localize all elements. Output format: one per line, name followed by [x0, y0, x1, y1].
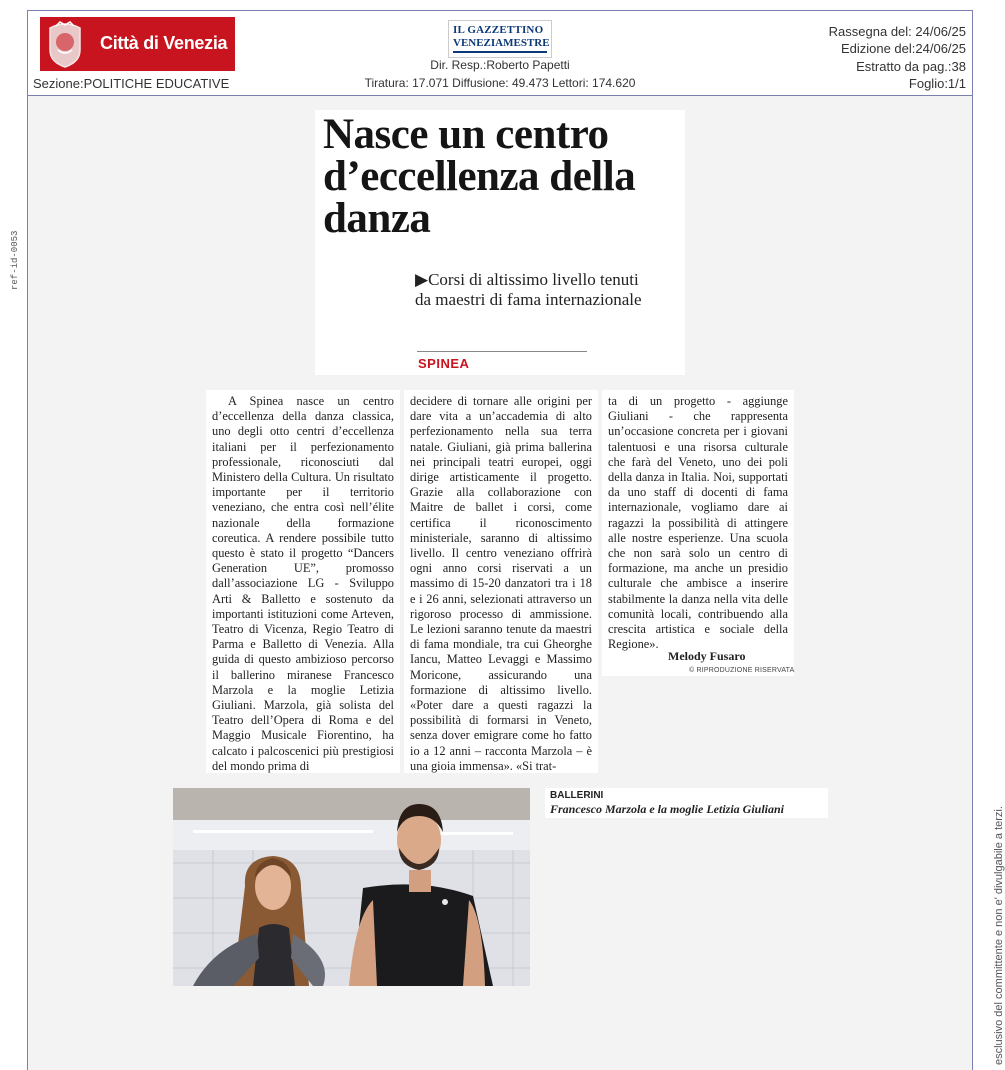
- circulation-label: Tiratura: 17.071 Diffusione: 49.473 Lettori: 174.620: [364, 76, 636, 90]
- sheet-number: Foglio:1/1: [908, 76, 966, 91]
- kicker-divider: [417, 351, 587, 352]
- newspaper-logo-rule: [453, 51, 547, 53]
- page-extract: Estratto da pag.:38: [856, 59, 966, 74]
- article-column-3: ta di un progetto - aggiunge Giuliani - che rappresenta un’occasione concreta per i giovani talentuosi e una risorsa culturale che farà del Veneto, uno dei poli della danza in Italia. Noi, supportati da uno staff di docenti di fama internazionale, vogliamo dare ai ragazzi la possibilità di attingere alle nostre esperienze. Una scuola che non sarà solo un centro di formazione, ma anche un presidio culturale che ambisce a inserire stabilmente la danza nella vita delle comunità locali, contribuendo alla crescita artistica e sociale della Regione».: [602, 390, 794, 676]
- arrow-icon: ▶: [415, 270, 429, 289]
- headline-block: [315, 110, 685, 375]
- dancers-photo: [173, 788, 530, 986]
- reference-id: ref-id-0053: [10, 230, 20, 290]
- article-column-2: decidere di tornare alle origini per dare vita a un’accademia di alto perfezionamento nella sua terra natale. Giuliani, già prima ballerina nei principali teatri europei, oggi dirige artisticamente il progetto. Grazie alla collaborazione con Maitre de ballet i corsi, come certifica il riconoscimento ministeriale, saranno di altissimo livello. Il centro veneziano offrirà ogni anno corsi riservati a un massimo di 15-20 danzatori tra i 18 e i 26 anni, selezionati attraverso un rigoroso processo di ammissione. Le lezioni saranno tenute da maestri di fama mondiale, tra cui Gheorghe Iancu, Matteo Levaggi e Massimo Moricone, assicurando una formazione di altissimo livello. «Poter dare a questi ragazzi la possibilità di formarsi in Veneto, senza dover emigrare come ho fatto io a 12 anni – racconta Marzola – è una gioia immensa». «Si trat-: [404, 390, 598, 773]
- article-subhead: [415, 270, 645, 310]
- director-label: Dir. Resp.:Roberto Papetti: [430, 58, 570, 72]
- caption-kicker: BALLERINI: [550, 790, 604, 801]
- side-disclaimer: esclusivo del committente e non e' divulgabile a terzi.: [993, 806, 1005, 1065]
- lion-crest-icon: [46, 20, 84, 68]
- copyright-notice: © RIPRODUZIONE RISERVATA: [689, 667, 795, 674]
- newspaper-logo: [448, 20, 552, 58]
- newspaper-logo-line1: IL GAZZETTINO: [453, 24, 544, 36]
- caption-text: Francesco Marzola e la moglie Letizia Giuliani: [550, 802, 785, 816]
- article-kicker: SPINEA: [418, 356, 470, 371]
- article-column-1: A Spinea nasce un centro d’eccellenza della danza classica, uno degli otto centri d’eccellenza italiani per il perfezionamento professionale, riconosciuti dal Ministero della Cultura. Un risultato importante per il territorio veneziano, che entra così nell’élite nazionale della formazione coreutica. A rendere possibile tutto questo è stato il progetto “Dancers Generation UE”, promosso dall’associazione LG - Sviluppo Arti & Balletto e sostenuto da importanti istituzioni come Arteven, Teatro di Vicenza, Regio Teatro di Parma e Balletto di Venezia. Alla guida di questo ambizioso percorso il ballerino miranese Francesco Marzola e la moglie Letizia Giuliani. Marzola, già solista del Teatro dell’Opera di Roma e del Maggio Musicale Fiorentino, ha calcato i palcoscenici più prestigiosi del mondo prima di: [206, 390, 400, 773]
- edition-date: Edizione del:24/06/25: [840, 41, 966, 56]
- photo-caption: [545, 788, 828, 818]
- article-subhead-text: Corsi di altissimo livello tenuti da maestri di fama internazionale: [415, 270, 642, 309]
- city-logo-text: Città di Venezia: [100, 33, 228, 53]
- article-headline: Nasce un centro d’eccellenza della danza: [323, 111, 636, 242]
- author-signature: Melody Fusaro: [668, 649, 746, 663]
- newspaper-logo-line2: VENEZIAMESTRE: [453, 37, 550, 49]
- section-label: Sezione:POLITICHE EDUCATIVE: [33, 76, 230, 91]
- review-date: Rassegna del: 24/06/25: [828, 24, 966, 39]
